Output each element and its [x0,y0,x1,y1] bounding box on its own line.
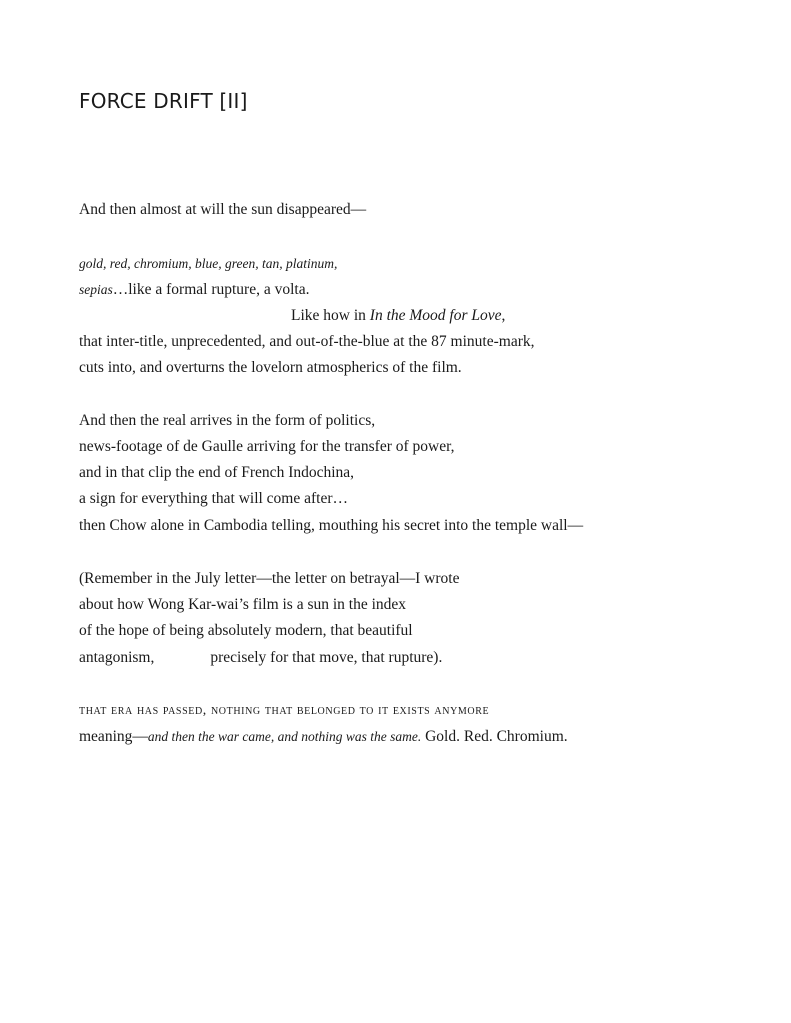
poem-line-17-a: meaning— [79,728,148,745]
poem-line-17-c: Gold. Red. Chromium. [421,728,568,745]
poem-line-3 [79,280,309,300]
poem-line-10: a sign for everything that will come after… [79,490,349,507]
poem-line-15-b: precisely for that move, that rupture). [210,649,443,666]
poem-line-1: And then almost at will the sun disappeared— [79,201,367,218]
poem-line-15 [79,648,442,668]
poem-line-2: gold, red, chromium, blue, green, tan, platinum, [79,256,338,271]
poem-line-12: (Remember in the July letter—the letter on betrayal—I wrote [79,570,460,587]
poem-line-8: news-footage of de Gaulle arriving for the transfer of power, [79,438,455,455]
poem-line-17 [79,727,568,747]
poem-line-3-rest: …like a formal rupture, a volta. [112,281,310,298]
poem-line-4 [291,306,505,326]
poem-line-14: of the hope of being absolutely modern, that beautiful [79,622,413,639]
poem-line-6: cuts into, and overturns the lovelorn atmospherics of the film. [79,359,462,376]
poem-line-5: that inter-title, unprecedented, and out-of-the-blue at the 87 minute-mark, [79,333,535,350]
poem-line-16: that era has passed, nothing that belonged to it exists anymore [79,703,490,718]
poem-line-3-italic: sepias [79,282,113,297]
poem-line-7: And then the real arrives in the form of politics, [79,412,376,429]
poem-line-4-post: , [501,307,506,324]
poem-line-15-a: antagonism, [79,649,155,666]
poem-line-4-pre: Like how in [291,307,370,324]
poem-title: FORCE DRIFT [II] [79,89,248,113]
film-title: In the Mood for Love [369,307,502,324]
poem-line-11: then Chow alone in Cambodia telling, mouthing his secret into the temple wall— [79,517,584,534]
poem-line-13: about how Wong Kar-wai’s film is a sun in the index [79,596,407,613]
poem-line-17-italic: and then the war came, and nothing was the same. [147,729,422,744]
poem-line-9: and in that clip the end of French Indochina, [79,464,355,481]
